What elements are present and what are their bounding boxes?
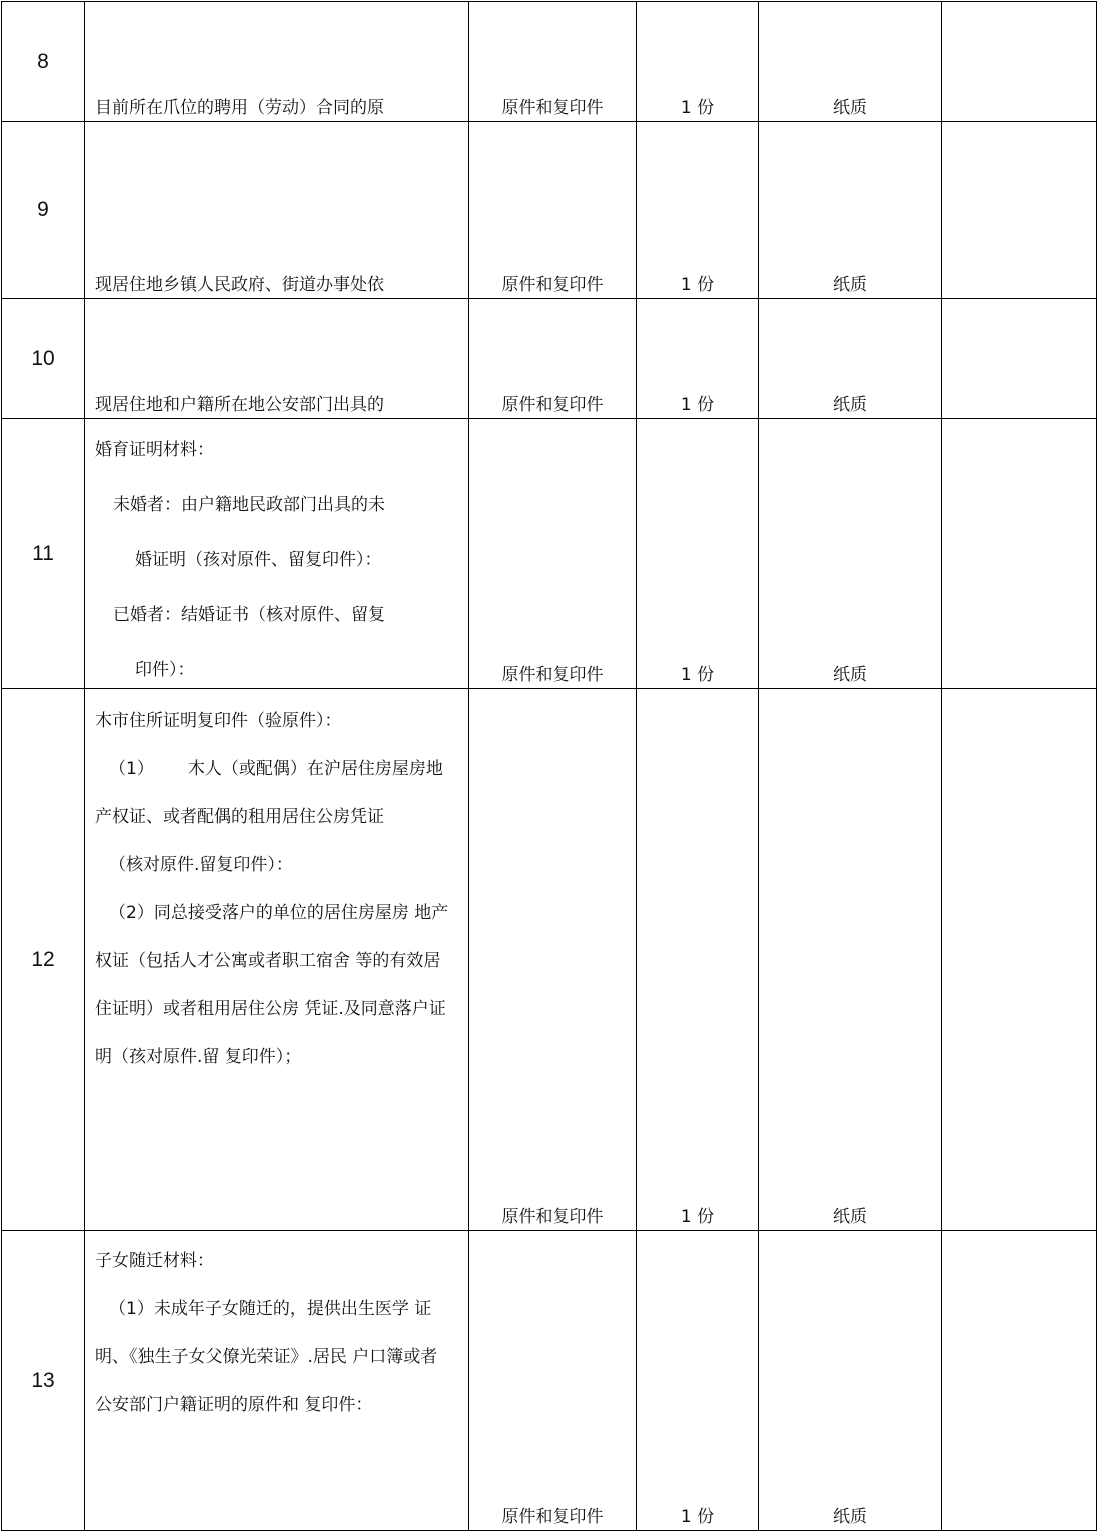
count-cell: [637, 2, 759, 122]
description-line: 木市住所证明复印件（验原件）：: [95, 711, 342, 731]
materials-table: [1, 1, 1097, 1531]
material-medium: 纸质: [833, 1207, 867, 1227]
row-number-cell: [2, 2, 85, 122]
row-number: 10: [31, 346, 55, 370]
table-row: [2, 1231, 1097, 1531]
row-number: 9: [37, 198, 49, 221]
row-number-cell: [2, 689, 85, 1231]
description-line: 已婚者：结婚证书（核对原件、留复: [113, 605, 385, 625]
description-line: 产权证、或者配偶的租用居住公房凭证: [95, 807, 384, 827]
material-description: [95, 697, 466, 1081]
material-description: 现居住地和户籍所在地公安部门出具的: [95, 395, 384, 415]
form-cell: [469, 2, 637, 122]
description-cell: [85, 122, 469, 299]
medium-cell: [759, 2, 942, 122]
note-cell: [942, 1231, 1097, 1531]
medium-cell: [759, 299, 942, 419]
row-number-cell: [2, 419, 85, 689]
description-line: （2）同总接受落户的单位的居住房屋房 地产: [109, 903, 449, 923]
material-form: 原件和复印件: [501, 1507, 604, 1527]
count-cell: [637, 689, 759, 1231]
material-description: 目前所在爪位的聘用（劳动）合同的原: [95, 98, 384, 118]
form-cell: [469, 122, 637, 299]
form-cell: [469, 419, 637, 689]
material-medium: 纸质: [833, 395, 867, 415]
count-cell: [637, 1231, 759, 1531]
material-medium: 纸质: [833, 275, 867, 295]
material-count: 1 份: [680, 1207, 715, 1227]
description-line: 明、《独生子女父僚光荣证》.居民 户口簿或者: [95, 1347, 438, 1367]
row-number: 11: [32, 541, 54, 565]
row-number-cell: [2, 299, 85, 419]
note-cell: [942, 2, 1097, 122]
material-description: 现居住地乡镇人民政府、街道办事处依: [95, 275, 384, 295]
description-line: 权证（包括人才公寓或者职工宿舍 等的有效居: [95, 951, 441, 971]
table-row: [2, 299, 1097, 419]
description-line: [95, 745, 466, 793]
count-cell: [637, 299, 759, 419]
description-line: （核对原件.留复印件）：: [109, 855, 293, 875]
form-cell: [469, 299, 637, 419]
description-cell: [85, 689, 469, 1231]
count-cell: [637, 122, 759, 299]
description-cell: [85, 2, 469, 122]
list-marker: （1）: [109, 759, 154, 779]
description-line: 未婚者：由户籍地民政部门出具的未: [113, 495, 385, 515]
description-line: 公安部门户籍证明的原件和 复印件：: [95, 1395, 373, 1415]
material-count: 1 份: [680, 275, 715, 295]
material-form: 原件和复印件: [501, 98, 604, 118]
note-cell: [942, 122, 1097, 299]
description-line: 明（孩对原件.留 复印件）；: [95, 1047, 302, 1067]
material-form: 原件和复印件: [501, 395, 604, 415]
list-text: 木人（或配偶）在沪居住房屋房地: [187, 759, 443, 779]
medium-cell: [759, 689, 942, 1231]
description-cell: [85, 1231, 469, 1531]
material-count: 1 份: [680, 1507, 715, 1527]
table-row: [2, 122, 1097, 299]
description-line: 婚育证明材料：: [95, 440, 214, 460]
material-medium: 纸质: [833, 1507, 867, 1527]
material-medium: 纸质: [833, 98, 867, 118]
table-row: [2, 689, 1097, 1231]
description-line: 住证明）或者租用居住公房 凭证.及同意落户证: [95, 999, 446, 1019]
row-number: 8: [37, 49, 49, 73]
medium-cell: [759, 419, 942, 689]
form-cell: [469, 1231, 637, 1531]
description-line: 婚证明（孩对原件、留复印件）：: [135, 550, 382, 570]
material-count: 1 份: [680, 395, 715, 415]
description-line: 子女随迁材料：: [95, 1251, 214, 1271]
row-number: 12: [31, 947, 55, 971]
table-row: [2, 419, 1097, 689]
row-number-cell: [2, 1231, 85, 1531]
count-cell: [637, 419, 759, 689]
material-medium: 纸质: [833, 665, 867, 685]
material-form: 原件和复印件: [501, 665, 604, 685]
row-number-cell: [2, 122, 85, 299]
material-count: 1 份: [680, 665, 715, 685]
description-cell: [85, 419, 469, 689]
note-cell: [942, 419, 1097, 689]
description-line: （1）未成年子女随迁的，提供出生医学 证: [109, 1299, 432, 1319]
material-form: 原件和复印件: [501, 275, 604, 295]
material-description: [95, 423, 466, 698]
material-description: [95, 1237, 466, 1429]
form-cell: [469, 689, 637, 1231]
table-row: [2, 2, 1097, 122]
note-cell: [942, 299, 1097, 419]
medium-cell: [759, 1231, 942, 1531]
description-cell: [85, 299, 469, 419]
note-cell: [942, 689, 1097, 1231]
description-line: 印件）：: [135, 660, 195, 680]
material-count: 1 份: [680, 98, 715, 118]
material-form: 原件和复印件: [501, 1207, 604, 1227]
medium-cell: [759, 122, 942, 299]
row-number: 13: [31, 1368, 55, 1392]
